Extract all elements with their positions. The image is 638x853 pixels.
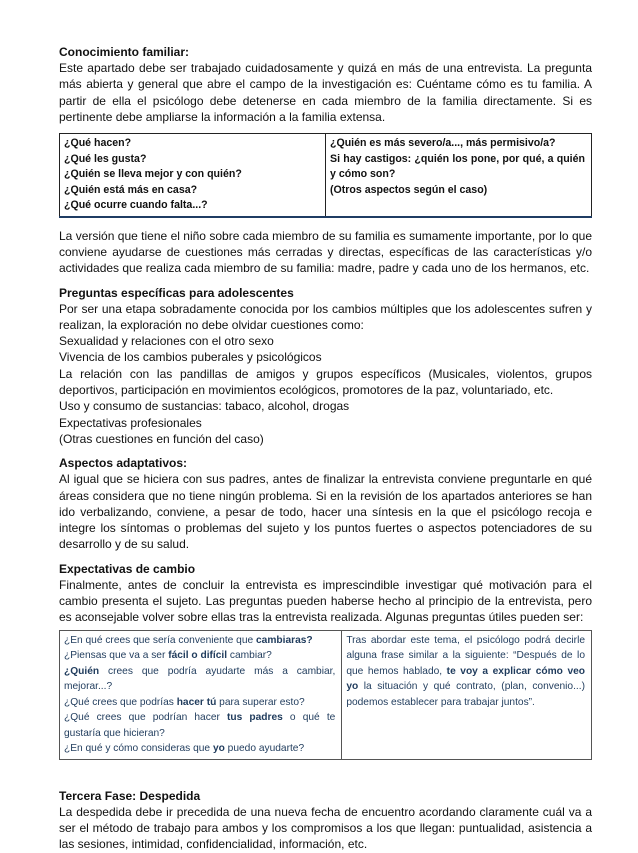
- closing-phrase-emphasis: te voy a explicar cómo veo yo: [346, 665, 586, 693]
- question-text: para superar esto?: [216, 696, 305, 708]
- change-questions-table: [59, 630, 592, 760]
- list-item: Expectativas profesionales: [59, 415, 202, 430]
- paragraph-version: La versión que tiene el niño sobre cada miembro de su familia es sumamente importante, por lo que conviene ayudarse de cuestiones más cerradas y directas, específicas de las características y/o actividades que realiza cada miembro de su familia: madre, padre y cada uno de los hermanos, etc.: [59, 228, 592, 276]
- paragraph-despedida: La despedida debe ir precedida de una nueva fecha de encuentro acordando claramente cuál va a ser el método de trabajo para ambos y los compromisos a los que llegan: puntualidad, asistencia a las sesiones, intimidad, confidencialidad, información, etc.: [59, 804, 592, 852]
- family-questions-right-cell: [326, 134, 592, 217]
- question-line: [64, 710, 335, 741]
- question-line: ¿Quién es más severo/a..., más permisivo/a?: [330, 137, 556, 150]
- question-emphasis: hacer tú: [176, 696, 217, 708]
- question-emphasis: ¿Quién: [64, 665, 100, 677]
- question-line: [64, 664, 335, 695]
- paragraph-expectativas: Finalmente, antes de concluir la entrevista es imprescindible investigar qué motivación para el cambio presenta el sujeto. Las preguntas pueden haberse hecho al principio de la entrevista, pero es aconsejable volver sobre ellas tras la entrevista realizada. Algunas preguntas útiles pueden ser:: [59, 577, 592, 625]
- question-line: [64, 695, 335, 711]
- question-line: ¿Quién está más en casa?: [64, 183, 198, 196]
- question-line: ¿Quién se lleva mejor y con quién?: [64, 168, 242, 181]
- question-emphasis: fácil o difícil: [168, 650, 228, 662]
- change-questions-left-cell: [60, 630, 342, 759]
- question-line: [64, 633, 335, 649]
- paragraph-adolescentes-intro: Por ser una etapa sobradamente conocida por los cambios múltiples que los adolescentes sufren y realizan, la exploración no debe olvidar cuestiones como:: [59, 301, 592, 332]
- closing-phrase-text: la situación y qué contrato, (plan, convenio...) podemos establecer para trabajar juntos”.: [346, 681, 585, 708]
- question-text: cambiar?: [227, 650, 272, 662]
- section-adolescentes: [59, 285, 592, 448]
- list-item: La relación con las pandillas de amigos y grupos específicos (Musicales, violentos, grupos deportivos, participación en movimientos ecológicos, promotores de la paz, voluntariado, etc.: [59, 366, 592, 398]
- section-despedida: [59, 788, 592, 853]
- section-aspectos-adaptativos: [59, 455, 592, 552]
- question-line: ¿Qué ocurre cuando falta...?: [64, 199, 208, 212]
- family-questions-left-cell: [60, 134, 326, 217]
- heading-expectativas: Expectativas de cambio: [59, 561, 196, 576]
- family-questions-table: [59, 133, 592, 218]
- question-line: [64, 648, 335, 664]
- question-text: ¿Qué crees que podrían hacer: [64, 712, 227, 724]
- section-expectativas: [59, 561, 592, 626]
- question-text: o qué te gustaría que hicieran?: [64, 712, 336, 739]
- question-line: (Otros aspectos según el caso): [330, 183, 488, 196]
- list-item: Sexualidad y relaciones con el otro sexo: [59, 334, 274, 349]
- list-item: (Otras cuestiones en función del caso): [59, 431, 264, 446]
- question-emphasis: yo: [212, 743, 225, 755]
- question-text: ¿Piensas que va a ser: [64, 650, 169, 662]
- question-text: crees que podría ayudarte más a cambiar, mejorar...?: [64, 665, 336, 693]
- question-line: ¿Qué les gusta?: [64, 152, 147, 165]
- question-text: ¿En qué y cómo consideras que: [64, 743, 213, 755]
- heading-despedida: Tercera Fase: Despedida: [59, 788, 201, 803]
- question-text: ¿Qué crees que podrías: [64, 696, 177, 708]
- closing-phrase-text: Tras abordar este tema, el psicólogo podrá decirle alguna frase similar a la siguiente: “Después de lo que hemos hablado,: [346, 634, 585, 677]
- paragraph-aspectos-adaptativos: Al igual que se hiciera con sus padres, antes de finalizar la entrevista conviene preguntarle en qué áreas considera que no tiene ningún problema. Si en la revisión de los apartados anteriores se han ido verbalizando, conviene, a pesar de todo, hacer una síntesis en la que el psicólogo recoja e integre los síntomas o problemas del sujeto y los puntos fuertes o aspectos potenciadores de su desarrollo y de su salud.: [59, 472, 592, 552]
- paragraph-conocimiento-familiar: Este apartado debe ser trabajado cuidadosamente y quizá en más de una entrevista. La pregunta más abierta y general que abre el campo de la investigación es: Cuéntame cómo es tu familia. A partir de ella el psicólogo debe detenerse en cada miembro de la familia directamente. Si es pertinente debe ampliarse la información a la familia extensa.: [59, 61, 592, 124]
- heading-conocimiento-familiar: Conocimiento familiar:: [59, 45, 190, 59]
- question-line: ¿Qué hacen?: [64, 137, 132, 150]
- question-text: ¿En qué crees que sería conveniente que: [64, 634, 256, 646]
- list-item: Vivencia de los cambios puberales y psicológicos: [59, 350, 322, 365]
- change-questions-right-cell: [342, 630, 592, 759]
- heading-aspectos-adaptativos: Aspectos adaptativos:: [59, 456, 188, 471]
- question-emphasis: tus padres: [227, 712, 283, 724]
- question-line: [64, 741, 335, 757]
- section-conocimiento-familiar: [59, 44, 592, 125]
- question-text: puedo ayudarte?: [224, 743, 305, 755]
- question-line: Si hay castigos: ¿quién los pone, por qué, a quién y cómo son?: [330, 152, 585, 181]
- list-item: Uso y consumo de sustancias: tabaco, alcohol, drogas: [59, 399, 350, 414]
- heading-adolescentes: Preguntas específicas para adolescentes: [59, 285, 294, 300]
- question-emphasis: cambiaras?: [256, 634, 313, 646]
- section-version: [59, 228, 592, 277]
